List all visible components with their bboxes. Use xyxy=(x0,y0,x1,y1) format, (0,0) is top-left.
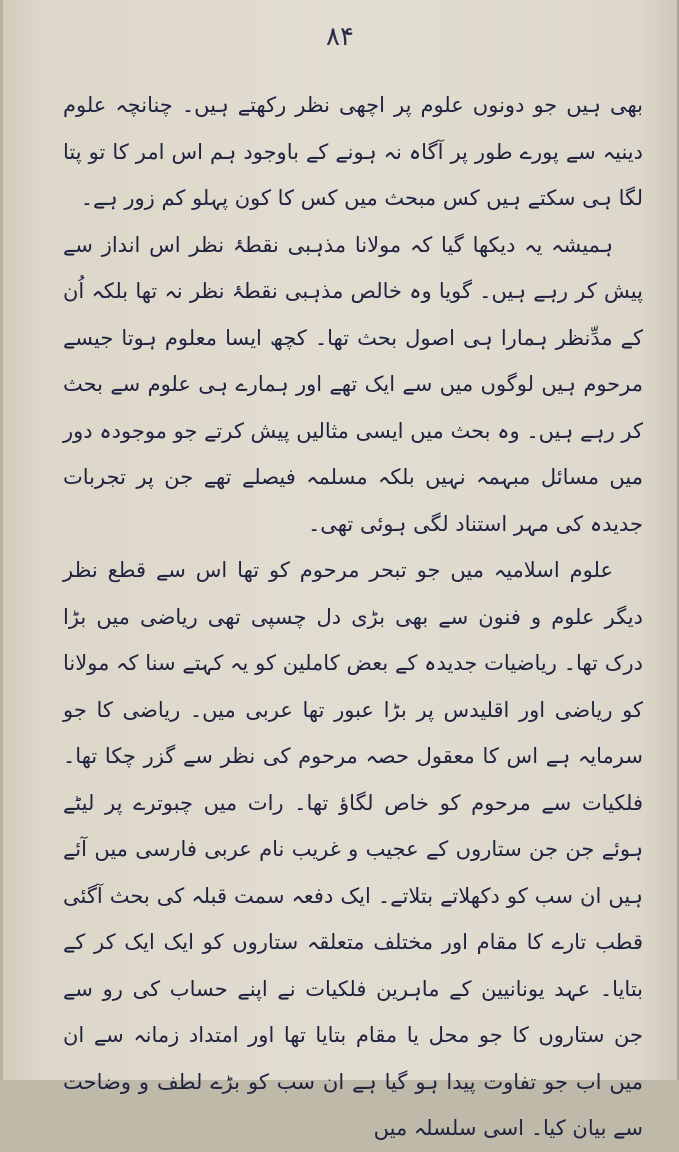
paragraph-3: علوم اسلامیہ میں جو تبحر مرحوم کو تھا اس سے قطع نظر دیگر علوم و فنون سے بھی بڑی دل چسپی تھی ریاضی میں بڑا درک تھا۔ ریاضیات جدیدہ کے بعض کاملین کو یہ کہتے سنا کہ مولانا کو ریاضی اور اقلیدس پر بڑا عبور تھا عربی میں۔ ریاضی کا جو سرمایہ ہے اس کا معقول حصہ مرحوم کی نظر سے گزر چکا تھا۔ فلکیات سے مرحوم کو خاص لگاؤ تھا۔ رات میں چبوترے پر لیٹے ہوئے جن جن ستاروں کے عجیب و غریب نام عربی فارسی میں آئے ہیں ان سب کو دکھلاتے بتلاتے۔ ایک دفعہ سمت قبلہ کی بحث آگئی قطب تارے کا مقام اور مختلف متعلقہ ستاروں کو ایک ایک کر کے بتایا۔ عہد یونانیین کے ماہرین فلکیات نے اپنے حساب کی رو سے جن ستاروں کا جو محل یا مقام بتایا تھا اور امتداد زمانہ سے ان میں اب جو تفاوت پیدا ہو گیا ہے ان سب کو بڑے لطف و وضاحت سے بیان کیا۔ اسی سلسلہ میں xyxy=(63,558,643,1140)
paragraph-1: بھی ہیں جو دونوں علوم پر اچھی نظر رکھتے ہیں۔ چنانچہ علوم دینیہ سے پورے طور پر آگاہ نہ ہونے کے باوجود ہم اس امر کا تو پتا لگا ہی سکتے ہیں کس مبحث میں کس کا کون پہلو کم زور ہے۔ xyxy=(63,93,643,210)
paragraph-2: ہمیشہ یہ دیکھا گیا کہ مولانا مذہبی نقطۂ نظر اس انداز سے پیش کر رہے ہیں۔ گویا وہ خالص مذہبی نقطۂ نظر نہ تھا بلکہ اُن کے مدِّنظر ہمارا ہی اصول بحث تھا۔ کچھ ایسا معلوم ہوتا جیسے مرحوم ہیں لوگوں میں سے ایک تھے اور ہمارے ہی علوم سے بحث کر رہے ہیں۔ وہ بحث میں ایسی مثالیں پیش کرتے جو موجودہ دور میں مسائل مبہمہ نہیں بلکہ مسلمہ فیصلے تھے جن پر تجربات جدیدہ کی مہر استناد لگی ہوئی تھی۔ xyxy=(63,232,643,536)
page-number: ۸۴ xyxy=(326,22,354,52)
page-body xyxy=(63,82,643,1152)
